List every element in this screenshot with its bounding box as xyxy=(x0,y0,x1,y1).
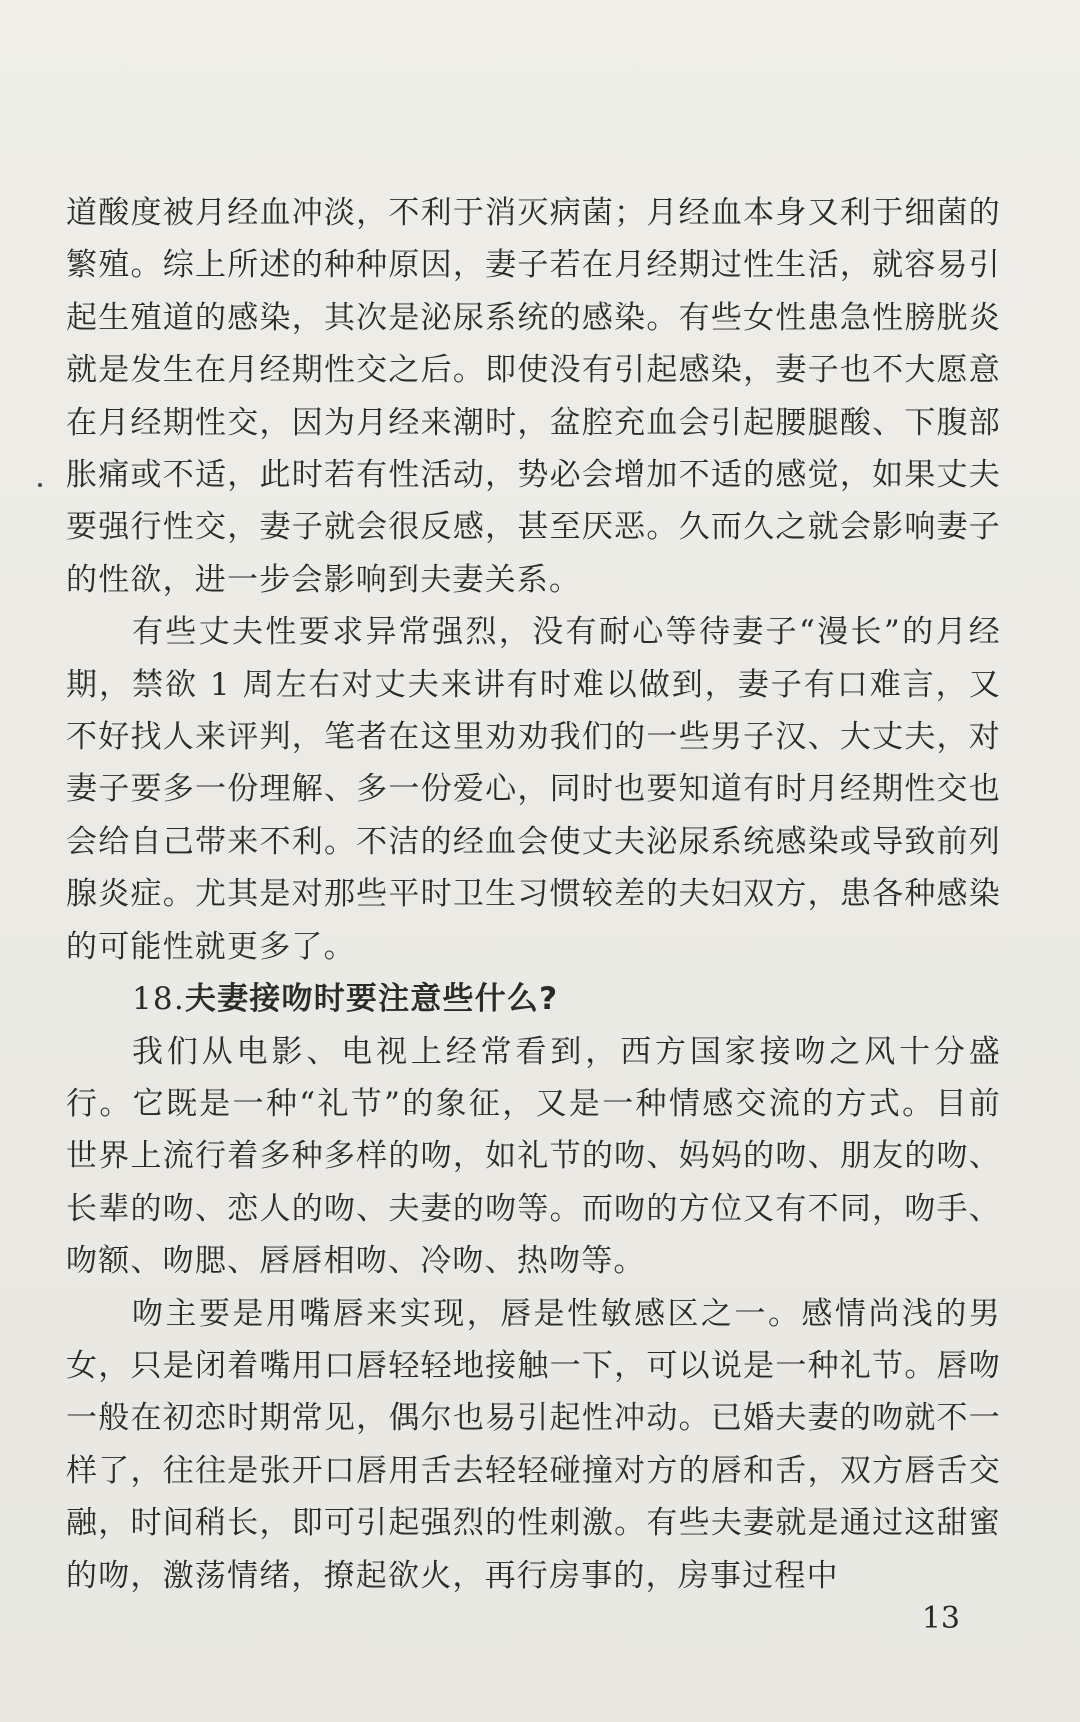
section-number: 18. xyxy=(132,981,185,1018)
paragraph-4: 吻主要是用嘴唇来实现，唇是性敏感区之一。感情尚浅的男女，只是闭着嘴用口唇轻轻地接触一下，可以说是一种礼节。唇吻一般在初恋时期常见，偶尔也易引起性冲动。已婚夫妻的吻就不一样了，往往是张开口唇用舌去轻轻碰撞对方的唇和舌，双方唇舌交融，时间稍长，即可引起强烈的性刺激。有些夫妻就是通过这甜蜜的吻，激荡情绪，撩起欲火，再行房事的，房事过程中 xyxy=(66,1295,1001,1594)
paragraph-2: 有些丈夫性要求异常强烈，没有耐心等待妻子“漫长”的月经期，禁欲 1 周左右对丈夫来讲有时难以做到，妻子有口难言，又不好找人来评判，笔者在这里劝劝我们的一些男子汉、大丈夫，对妻子要多一份理解、多一份爱心，同时也要知道有时月经期性交也会给自己带来不利。不洁的经血会使丈夫泌尿系统感染或导致前列腺炎症。尤其是对那些平时卫生习惯较差的夫妇双方，患各种感染的可能性就更多了。 xyxy=(66,614,1001,965)
paragraph-3: 我们从电影、电视上经常看到，西方国家接吻之风十分盛行。它既是一种“礼节”的象征，又是一种情感交流的方式。目前世界上流行着多种多样的吻，如礼节的吻、妈妈的吻、朋友的吻、长辈的吻、恋人的吻、夫妻的吻等。而吻的方位又有不同，吻手、吻额、吻腮、唇唇相吻、冷吻、热吻等。 xyxy=(66,1033,1001,1280)
page-number: 13 xyxy=(921,1601,960,1636)
print-speck xyxy=(38,483,42,487)
section-title: 夫妻接吻时要注意些什么? xyxy=(184,981,559,1018)
body-text xyxy=(66,187,1001,1602)
section-heading xyxy=(66,973,1001,1025)
paragraph-1: 道酸度被月经血冲淡，不利于消灭病菌；月经血本身又利于细菌的繁殖。综上所述的种种原因，妻子若在月经期过性生活，就容易引起生殖道的感染，其次是泌尿系统的感染。有些女性患急性膀胱炎就是发生在月经期性交之后。即使没有引起感染，妻子也不大愿意在月经期性交，因为月经来潮时，盆腔充血会引起腰腿酸、下腹部胀痛或不适，此时若有性活动，势必会增加不适的感觉，如果丈夫要强行性交，妻子就会很反感，甚至厌恶。久而久之就会影响妻子的性欲，进一步会影响到夫妻关系。 xyxy=(66,195,1001,598)
